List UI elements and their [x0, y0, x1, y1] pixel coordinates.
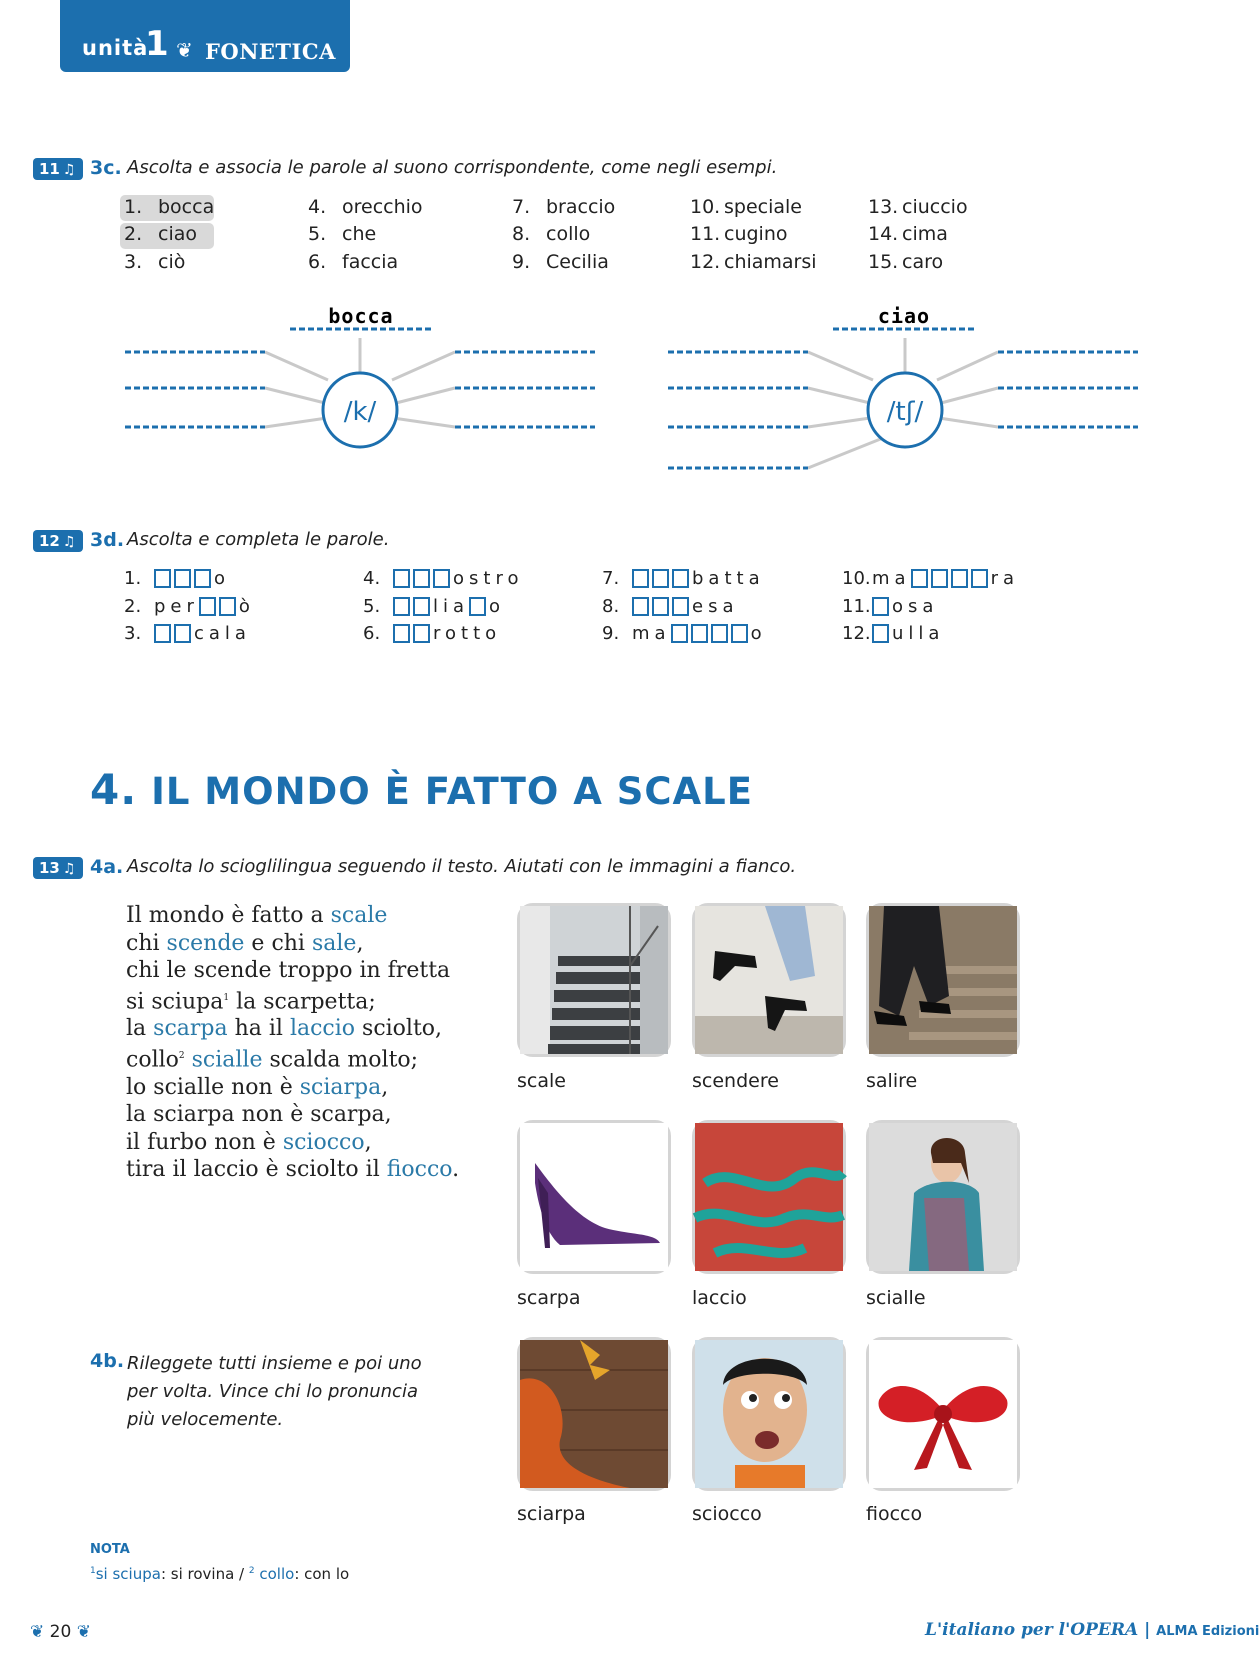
answer-box[interactable]: [671, 624, 688, 643]
knit-scarf-icon: [520, 1340, 668, 1488]
answer-box[interactable]: [413, 624, 430, 643]
book-footer: L'italiano per l'OPERA | ALMA Edizioni: [925, 1620, 1259, 1640]
caption-sciarpa: sciarpa: [517, 1503, 586, 1525]
bow-icon: [869, 1340, 1017, 1488]
section-title: 4. IL MONDO È FATTO A SCALE: [90, 765, 754, 814]
note-text: $^1$si sciupa: si rovina / $^2$ collo: con lo: [90, 1565, 350, 1583]
poem-line: chi le scende troppo in fretta: [126, 958, 451, 983]
answer-box[interactable]: [413, 597, 430, 616]
answer-box[interactable]: [691, 624, 708, 643]
poem-line: lo scialle non è sciarpa,: [126, 1074, 389, 1100]
exercise-instruction: Rileggete tutti insieme e poi uno per volta. Vince chi lo pronuncia più velocemente.: [127, 1353, 422, 1430]
answer-box[interactable]: [731, 624, 748, 643]
answer-box[interactable]: [413, 569, 430, 588]
man-stairs-icon: [869, 906, 1017, 1054]
word-item: 4. orecchio: [308, 196, 423, 218]
fill-item: 5. lia o: [363, 596, 506, 617]
answer-box[interactable]: [971, 569, 988, 588]
heels-stairs-icon: [695, 906, 843, 1054]
caption-scendere: scendere: [692, 1070, 779, 1092]
word-item: 8. collo: [512, 223, 591, 245]
caption-scale: scale: [517, 1070, 566, 1092]
track-badge-12[interactable]: 12 ♫: [33, 530, 83, 552]
answer-box[interactable]: [174, 569, 191, 588]
answer-box[interactable]: [672, 569, 689, 588]
caption-scarpa: scarpa: [517, 1287, 581, 1309]
word-item: 5. che: [308, 223, 377, 245]
book-title: L'italiano per l'OPERA: [925, 1620, 1139, 1640]
word-item: 12. chiamarsi: [690, 251, 817, 273]
sound-symbol: /tʃ/: [886, 397, 924, 427]
fill-item: 10.ma ra: [842, 568, 1020, 589]
image-sciarpa: [517, 1337, 671, 1491]
caption-laccio: laccio: [692, 1287, 747, 1309]
answer-box[interactable]: [199, 597, 216, 616]
unit-number: 1: [145, 24, 169, 64]
publisher: ALMA Edizioni: [1156, 1624, 1259, 1639]
answer-box[interactable]: [911, 569, 928, 588]
answer-box[interactable]: [393, 597, 410, 616]
word-item: 1. bocca: [124, 196, 215, 218]
answer-box[interactable]: [632, 597, 649, 616]
image-sciocco: [692, 1337, 846, 1491]
fill-item: 12. ulla: [842, 623, 945, 644]
caption-sciocco: sciocco: [692, 1503, 762, 1525]
music-note-icon: ♫: [62, 162, 76, 178]
poem-line: chi scende e chi sale,: [126, 930, 364, 956]
answer-box[interactable]: [393, 624, 410, 643]
answer-box[interactable]: [154, 569, 171, 588]
answer-box[interactable]: [194, 569, 211, 588]
answer-box[interactable]: [931, 569, 948, 588]
caption-scialle: scialle: [866, 1287, 926, 1309]
sound-diagram-k: [120, 300, 600, 480]
stairs-icon: [520, 906, 668, 1054]
answer-box[interactable]: [219, 597, 236, 616]
fill-item: 3. cala: [124, 623, 251, 644]
page-number: 20: [49, 1622, 72, 1642]
poem-line: Il mondo è fatto a scale: [126, 903, 388, 928]
image-fiocco: [866, 1337, 1020, 1491]
word-item: 2. ciao: [124, 223, 197, 245]
answer-box[interactable]: [393, 569, 410, 588]
poem-line: tira il laccio è sciolto il fiocco.: [126, 1157, 460, 1183]
fill-item: 8. esa: [602, 596, 739, 617]
example-word: bocca: [328, 304, 394, 328]
fill-item: 2. per ò: [124, 596, 255, 617]
unit-tab: [60, 0, 350, 72]
answer-box[interactable]: [469, 597, 486, 616]
shoelace-icon: [695, 1123, 843, 1271]
word-item: 6. faccia: [308, 251, 399, 273]
poem-line: collo$^2$ scialle scalda molto;: [126, 1047, 419, 1073]
page-number-footer: [30, 1622, 91, 1642]
fill-item: 9. ma o: [602, 623, 767, 644]
poem-line: la scarpa ha il laccio sciolto,: [126, 1016, 443, 1042]
fleuron-icon: ❦: [76, 1622, 91, 1642]
music-note-icon: ♫: [62, 861, 76, 877]
caption-salire: salire: [866, 1070, 918, 1092]
fill-item: 6. rotto: [363, 623, 502, 644]
example-word: ciao: [877, 304, 931, 328]
section-name: FONETICA: [205, 39, 336, 64]
exercise-instruction: Ascolta lo scioglilingua seguendo il testo. Aiutati con le immagini a fianco.: [127, 856, 797, 877]
answer-box[interactable]: [632, 569, 649, 588]
image-laccio: [692, 1120, 846, 1274]
fill-item: 7. batta: [602, 568, 765, 589]
answer-box[interactable]: [711, 624, 728, 643]
poem-line: si sciupa$^1$ la scarpetta;: [126, 988, 376, 1014]
word-item: 11. cugino: [690, 223, 788, 245]
answer-box[interactable]: [951, 569, 968, 588]
word-item: 7. braccio: [512, 196, 616, 218]
word-item: 10. speciale: [690, 196, 802, 218]
word-item: 14. cima: [868, 223, 948, 245]
tongue-twister-poem: [126, 902, 459, 1184]
woman-scarf-icon: [869, 1123, 1017, 1271]
image-scale: [517, 903, 671, 1057]
answer-box[interactable]: [652, 597, 669, 616]
note-heading: NOTA: [90, 1542, 130, 1557]
sound-diagram-tf: [663, 300, 1153, 480]
shoe-icon: [520, 1123, 668, 1271]
fleuron-icon: ❦: [176, 38, 193, 62]
exercise-number: 3d.: [90, 529, 125, 551]
answer-box[interactable]: [652, 569, 669, 588]
music-note-icon: ♫: [62, 534, 76, 550]
fleuron-icon: ❦: [30, 1622, 45, 1642]
poem-line: il furbo non è sciocco,: [126, 1129, 372, 1155]
word-item: 13. ciuccio: [868, 196, 968, 218]
word-item: 9. Cecilia: [512, 251, 609, 273]
poem-line: la sciarpa non è scarpa,: [126, 1102, 392, 1128]
exercise-instruction: Ascolta e completa le parole.: [127, 529, 390, 550]
answer-box[interactable]: [672, 597, 689, 616]
word-item: 3. ciò: [124, 251, 186, 273]
fill-item: 11. osa: [842, 596, 939, 617]
image-scialle: [866, 1120, 1020, 1274]
answer-box[interactable]: [872, 597, 889, 616]
fill-item: 1. o: [124, 568, 231, 589]
track-badge-13[interactable]: 13 ♫: [33, 857, 83, 879]
sound-symbol: /k/: [343, 397, 377, 427]
answer-box[interactable]: [174, 624, 191, 643]
image-scarpa: [517, 1120, 671, 1274]
exercise-number: 4a.: [90, 856, 124, 878]
silly-face-icon: [695, 1340, 843, 1488]
exercise-instruction: Ascolta e associa le parole al suono corrispondente, come negli esempi.: [127, 157, 778, 178]
unit-word: unità: [82, 36, 149, 60]
word-item: 15. caro: [868, 251, 944, 273]
image-salire: [866, 903, 1020, 1057]
caption-fiocco: fiocco: [866, 1503, 923, 1525]
answer-box[interactable]: [154, 624, 171, 643]
track-badge-11[interactable]: 11 ♫: [33, 158, 83, 180]
answer-box[interactable]: [433, 569, 450, 588]
image-scendere: [692, 903, 846, 1057]
fill-item: 4. ostro: [363, 568, 524, 589]
answer-box[interactable]: [872, 624, 889, 643]
exercise-number: 3c.: [90, 157, 122, 179]
exercise-number: 4b.: [90, 1350, 125, 1372]
